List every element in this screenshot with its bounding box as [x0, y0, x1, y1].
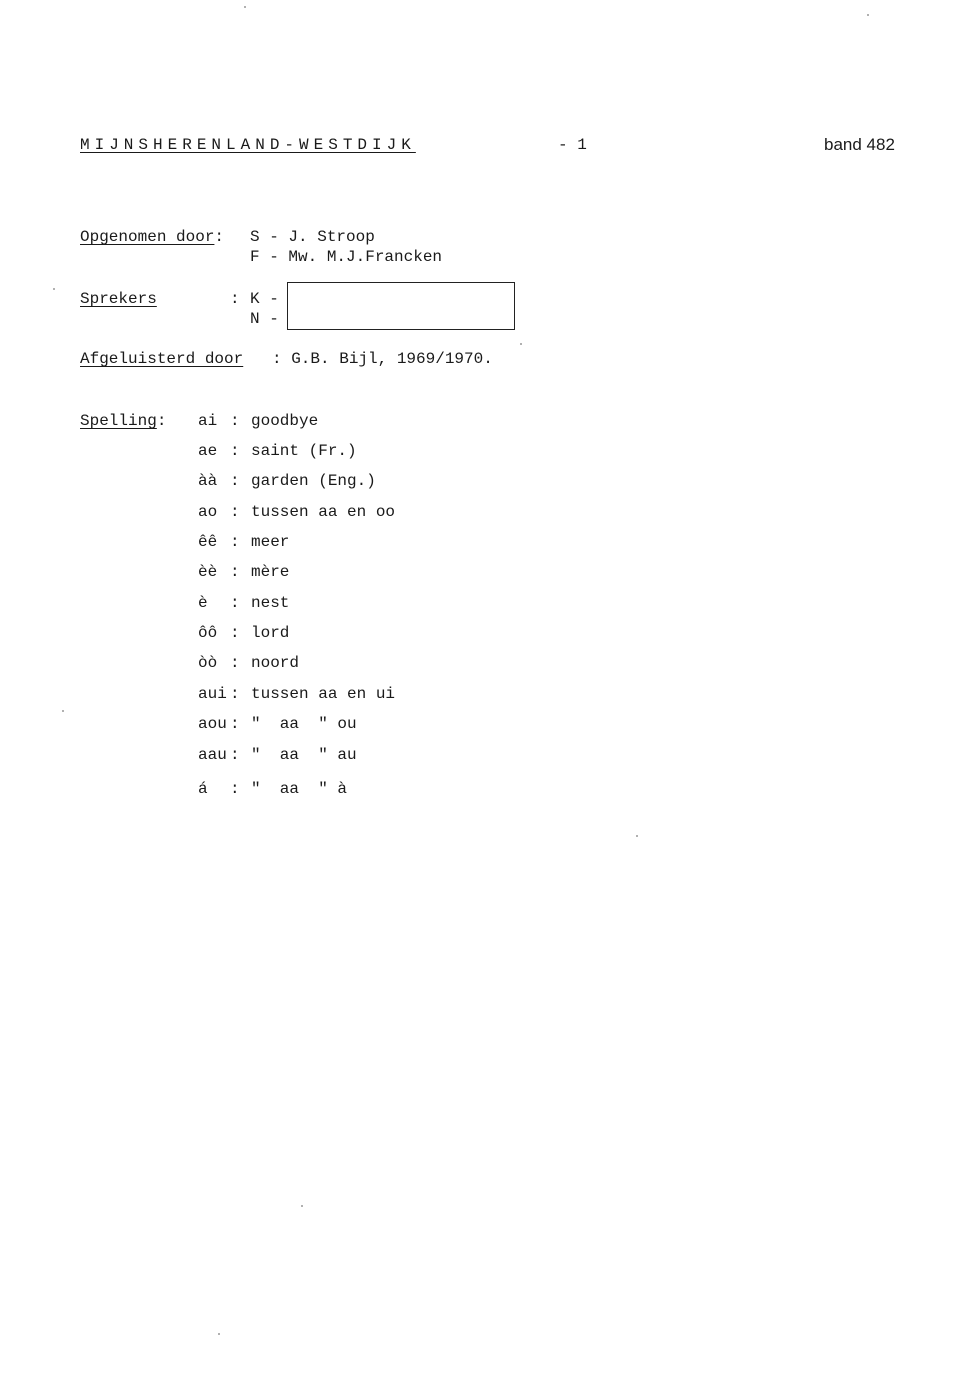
listened-label: Afgeluisterd door: [80, 350, 244, 368]
spelling-sep: :: [230, 685, 240, 703]
spelling-sep: :: [230, 715, 240, 733]
spelling-code: òò: [198, 654, 218, 672]
band-number: band 482: [824, 135, 895, 154]
spelling-sep: :: [230, 472, 240, 490]
spelling-example: tussen aa en oo: [251, 503, 396, 521]
recorded-label: Opgenomen door: [80, 228, 215, 246]
scan-speck: [520, 343, 522, 345]
spelling-sep: :: [230, 503, 240, 521]
recorded-colon: :: [214, 228, 225, 246]
spelling-example: saint (Fr.): [251, 442, 357, 460]
spelling-colon: :: [156, 412, 167, 430]
spelling-sep: :: [230, 746, 240, 764]
speakers-colon: :: [230, 290, 240, 308]
spelling-example: mère: [251, 563, 290, 581]
redacted-box: [287, 282, 515, 330]
spelling-code: á: [198, 780, 208, 798]
spelling-code: èè: [198, 563, 218, 581]
spelling-example: " aa " ou: [251, 715, 357, 733]
spelling-example: noord: [251, 654, 300, 672]
spelling-code: êê: [198, 533, 218, 551]
spelling-sep: :: [230, 412, 240, 430]
speaker-k: K -: [250, 290, 279, 308]
spelling-example: " aa " à: [251, 780, 348, 798]
spelling-example: tussen aa en ui: [251, 685, 396, 703]
scan-speck: [244, 6, 246, 8]
spelling-example: " aa " au: [251, 746, 357, 764]
spelling-code: ae: [198, 442, 218, 460]
spelling-example: lord: [251, 624, 290, 642]
scan-speck: [62, 710, 64, 712]
spelling-sep: :: [230, 624, 240, 642]
spelling-code: aau: [198, 746, 227, 764]
spelling-sep: :: [230, 563, 240, 581]
spelling-code: aou: [198, 715, 227, 733]
speaker-n: N -: [250, 310, 279, 328]
spelling-heading: [80, 411, 166, 431]
page-number: - 1: [558, 136, 587, 154]
document-title: MIJNSHERENLAND-WESTDIJK: [80, 136, 416, 154]
spelling-code: ai: [198, 412, 218, 430]
spelling-label: Spelling: [80, 412, 157, 430]
spelling-sep: :: [230, 594, 240, 612]
speakers-label: Sprekers: [80, 290, 157, 308]
spelling-example: garden (Eng.): [251, 472, 376, 490]
spelling-code: ôô: [198, 624, 218, 642]
spelling-sep: :: [230, 442, 240, 460]
scan-speck: [867, 14, 869, 16]
spelling-sep: :: [230, 654, 240, 672]
spelling-example: goodbye: [251, 412, 319, 430]
spelling-code: àà: [198, 472, 218, 490]
spelling-sep: :: [230, 533, 240, 551]
spelling-code: aui: [198, 685, 227, 703]
spelling-example: nest: [251, 594, 290, 612]
scan-speck: [636, 835, 638, 837]
recorded-by: [80, 227, 224, 247]
spelling-code: è: [198, 594, 208, 612]
scan-speck: [301, 1205, 303, 1207]
listened-value: : G.B. Bijl, 1969/1970.: [272, 350, 493, 368]
recorded-line-1: S - J. Stroop: [250, 228, 375, 246]
spelling-code: ao: [198, 503, 218, 521]
spelling-example: meer: [251, 533, 290, 551]
scan-speck: [218, 1333, 220, 1335]
recorded-line-2: F - Mw. M.J.Francken: [250, 248, 443, 266]
scan-speck: [53, 288, 55, 290]
spelling-sep: :: [230, 780, 240, 798]
